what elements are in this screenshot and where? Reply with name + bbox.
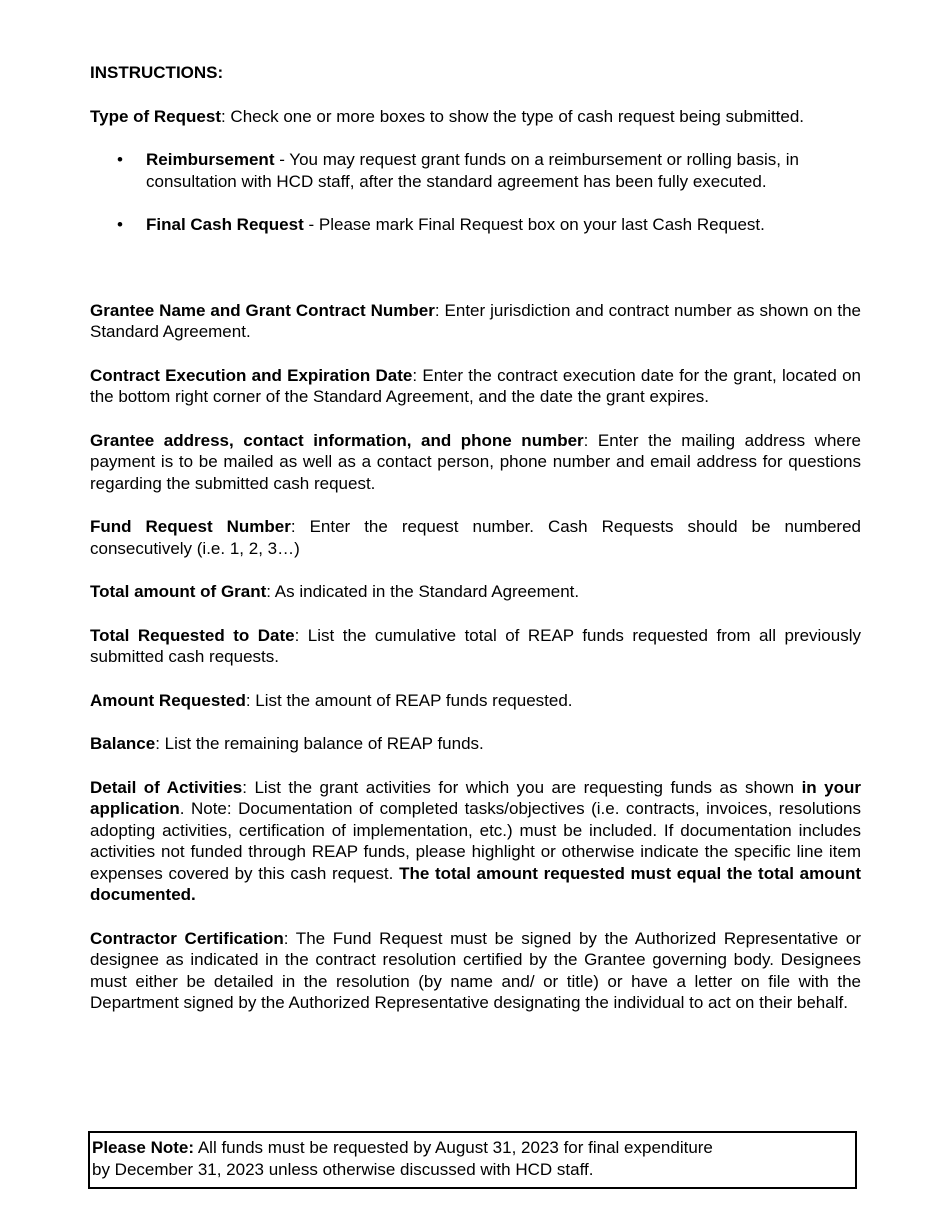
reimbursement-text: - You may request grant funds on a reimbursement or rolling basis, in consultation with HCD staff, after the standard agreement has been fully executed. [146, 150, 799, 191]
total-grant-section [90, 581, 861, 603]
balance-label: Balance [90, 734, 156, 753]
detail-activities-text-2: . Note: Documentation of completed tasks/objectives (i.e. contracts, invoices, resolutions adopting activities, certification of implementation, etc.) must be included. If documentation includes activities not funded through REAP funds, please highlight or otherwise indicate the specific line item expenses covered by this cash request. [90, 799, 861, 883]
total-requested-text: : List the cumulative total of REAP funds requested from all previously submitted cash requests. [90, 625, 861, 666]
fund-request-number-text: : Enter the request number. Cash Requests should be numbered consecutively (i.e. 1, 2, 3…) [90, 517, 861, 558]
please-note-box [88, 1131, 857, 1189]
grantee-name-text: : Enter jurisdiction and contract number as shown on the Standard Agreement. [90, 300, 861, 341]
fund-request-number-label: Fund Request Number [90, 517, 291, 536]
list-item-reimbursement [90, 149, 861, 192]
contract-dates-text: : Enter the contract execution date for the grant, located on the bottom right corner of the Standard Agreement, and the date the grant expires. [90, 365, 861, 406]
list-item-final-cash-request [90, 214, 861, 236]
detail-activities-bold-1: in your application [90, 777, 862, 818]
bullet-icon: • [117, 150, 123, 169]
contractor-cert-label: Contractor Certification [90, 928, 284, 948]
grantee-address-label: Grantee address, contact information, and phone number [90, 430, 584, 450]
detail-activities-section [90, 777, 861, 906]
note-line-1-text: All funds must be requested by August 31, 2023 for final expenditure [194, 1138, 713, 1157]
instructions-heading: INSTRUCTIONS: [90, 63, 224, 82]
detail-activities-label: Detail of Activities [90, 777, 243, 797]
type-of-request-text: : Check one or more boxes to show the type of cash request being submitted. [220, 106, 805, 126]
grantee-address-section [90, 430, 861, 495]
total-requested-section [90, 625, 861, 668]
final-cash-request-label: Final Cash Request [146, 215, 304, 234]
type-of-request-label: Type of Request [90, 106, 221, 126]
request-type-list [90, 149, 861, 236]
total-grant-text: : As indicated in the Standard Agreement. [266, 582, 580, 601]
final-cash-request-text: - Please mark Final Request box on your last Cash Request. [303, 215, 765, 234]
bullet-icon: • [117, 215, 123, 234]
note-line-1 [92, 1137, 855, 1159]
contractor-cert-text: : The Fund Request must be signed by the Authorized Representative or designee as indicated in the contract resolution certified by the Grantee governing body. Designees must either be detailed in the resolution (by name and/ or title) or have a letter on file with the Department signed by the Authorized Representative designating the individual to act on their behalf. [90, 928, 861, 1012]
detail-activities-bold-2: The total amount requested must equal the total amount documented. [90, 863, 861, 904]
fund-request-number-section [90, 516, 861, 559]
amount-requested-section [90, 690, 861, 712]
grantee-name-section [90, 300, 861, 343]
balance-section [90, 733, 861, 755]
type-of-request [90, 106, 861, 128]
amount-requested-text: : List the amount of REAP funds requested. [245, 690, 573, 710]
instructions-page [90, 62, 861, 1014]
grantee-name-label: Grantee Name and Grant Contract Number [90, 300, 435, 320]
grantee-address-text: : Enter the mailing address where payment is to be mailed as well as a contact person, phone number and email address for questions regarding the submitted cash request. [90, 430, 861, 493]
contract-dates-section [90, 365, 861, 408]
reimbursement-label: Reimbursement [146, 150, 275, 169]
detail-activities-text-1: : List the grant activities for which you are requesting funds as shown [242, 777, 802, 797]
amount-requested-label: Amount Requested [90, 690, 246, 710]
total-grant-label: Total amount of Grant [90, 582, 267, 601]
total-requested-label: Total Requested to Date [90, 625, 295, 645]
note-label: Please Note: [92, 1138, 195, 1157]
note-line-2: by December 31, 2023 unless otherwise discussed with HCD staff. [92, 1159, 594, 1179]
contractor-cert-section [90, 928, 861, 1014]
balance-text: : List the remaining balance of REAP funds. [155, 734, 484, 753]
contract-dates-label: Contract Execution and Expiration Date [90, 365, 413, 385]
